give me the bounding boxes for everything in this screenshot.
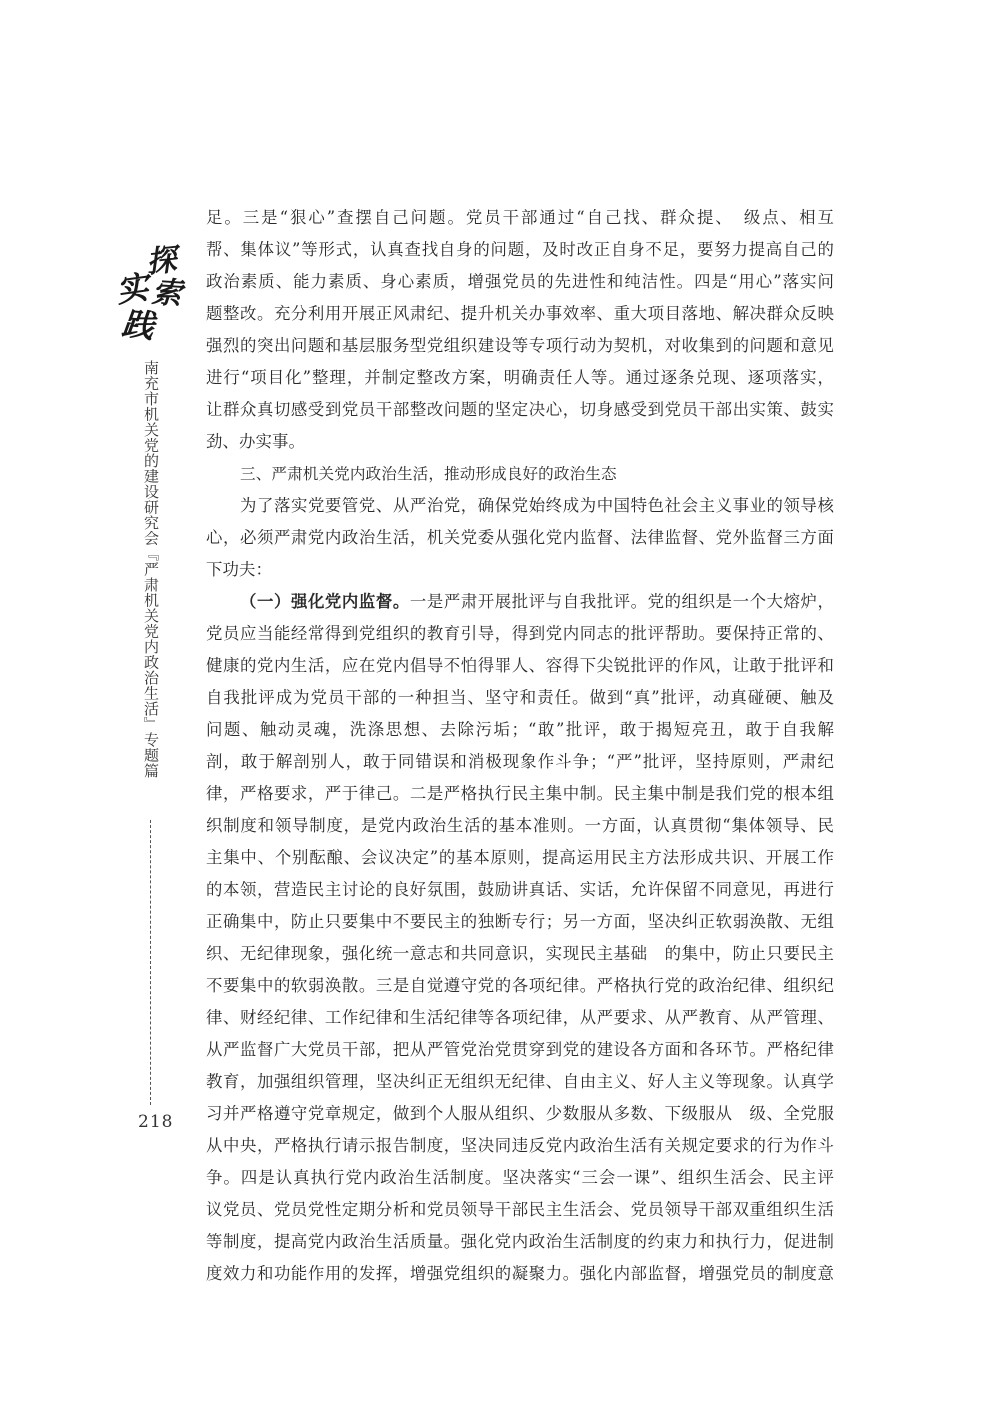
text-line: 问题、触动灵魂，洗涤思想、去除污垢；“敢”批评，敢于揭短亮丑，敢于自我解 [206, 720, 834, 739]
section-logo [112, 236, 182, 346]
running-title: 南充市机关党的建设研究会『严肃机关党内政治生活』专题篇 [142, 360, 160, 779]
text-line: 劲、办实事。 [206, 432, 305, 451]
text-line: 度效力和功能作用的发挥，增强党组织的凝聚力。强化内部监督，增强党员的制度意 [206, 1264, 834, 1283]
text-line: 议党员、党员党性定期分析和党员领导干部民主生活会、党员领导干部双重组织生活 [206, 1200, 834, 1219]
text-line: 从严监督广大党员干部，把从严管党治党贯穿到党的建设各方面和各环节。严格纪律 [206, 1040, 834, 1059]
text-line: 自我批评成为党员干部的一种担当、坚守和责任。做到“真”批评，动真碰硬、触及 [206, 688, 834, 707]
text-line: 律、财经纪律、工作纪律和生活纪律等各项纪律，从严要求、从严教育、从严管理、 [206, 1008, 834, 1027]
text-line: 强烈的突出问题和基层服务型党组织建设等专项行动为契机，对收集到的问题和意见 [206, 336, 834, 355]
text-line: 的本领，营造民主讨论的良好氛围，鼓励讲真话、实话，允许保留不同意见，再进行 [206, 880, 834, 899]
text-line: 从中央，严格执行请示报告制度，坚决同违反党内政治生活有关规定要求的行为作斗 [206, 1136, 834, 1155]
text-line: 织制度和领导制度，是党内政治生活的基本准则。一方面，认真贯彻“集体领导、民 [206, 816, 834, 835]
text-line: 正确集中，防止只要集中不要民主的独断专行；另一方面，坚决纠正软弱涣散、无组 [206, 912, 834, 931]
text-line: 让群众真切感受到党员干部整改问题的坚定决心，切身感受到党员干部出实策、鼓实 [206, 400, 834, 419]
logo-char: 践 [119, 304, 156, 346]
text-line: 下功夫： [206, 560, 272, 579]
text-line: 剖，敢于解剖别人，敢于同错误和消极现象作斗争；“严”批评，坚持原则，严肃纪 [206, 752, 834, 771]
text-line: 心，必须严肃党内政治生活，机关党委从强化党内监督、法律监督、党外监督三方面 [206, 528, 834, 547]
text-line: 足。三是“狠心”查摆自己问题。党员干部通过“自己找、群众提、 级点、相互 [206, 208, 834, 227]
text-line: 习并严格遵守党章规定，做到个人服从组织、少数服从多数、下级服从 级、全党服 [206, 1104, 834, 1123]
text-line: 不要集中的软弱涣散。三是自觉遵守党的各项纪律。严格执行党的政治纪律、组织纪 [206, 976, 834, 995]
text-line: 题整改。充分利用开展正风肃纪、提升机关办事效率、重大项目落地、解决群众反映 [206, 304, 834, 323]
text-line: 争。四是认真执行党内政治生活制度。坚决落实“三会一课”、组织生活会、民主评 [206, 1168, 834, 1187]
text-line: 等制度，提高党内政治生活质量。强化党内政治生活制度的约束力和执行力，促进制 [206, 1232, 834, 1251]
text-run: 一是严肃开展批评与自我批评。党的组织是一个大熔炉， [409, 592, 835, 611]
margin-divider [150, 820, 151, 1105]
text-line: 帮、集体议”等形式，认真查找自身的问题，及时改正自身不足，要努力提高自己的 [206, 240, 834, 259]
text-line: 健康的党内生活，应在党内倡导不怕得罪人、容得下尖锐批评的作风，让敢于批评和 [206, 656, 834, 675]
text-line: 三、严肃机关党内政治生活，推动形成良好的政治生态 [240, 465, 617, 483]
subheading-lead: （一）强化党内监督。 [240, 592, 410, 611]
logo-char: 探 [144, 242, 179, 281]
text-line: 织、无纪律现象，强化统一意志和共同意识，实现民主基础 的集中，防止只要民主 [206, 944, 834, 963]
text-line: 律，严格要求，严于律己。二是严格执行民主集中制。民主集中制是我们党的根本组 [206, 784, 834, 803]
text-line: 政治素质、能力素质、身心素质，增强党员的先进性和纯洁性。四是“用心”落实问 [206, 272, 834, 291]
text-line: 教育，加强组织管理，坚决纠正无组织无纪律、自由主义、好人主义等现象。认真学 [206, 1072, 834, 1091]
body-text [206, 202, 834, 1290]
page-number: 218 [138, 1112, 174, 1132]
text-line [206, 586, 834, 618]
text-line: 党员应当能经常得到党组织的教育引导，得到党内同志的批评帮助。要保持正常的、 [206, 624, 834, 643]
text-line: 进行“项目化”整理，并制定整改方案，明确责任人等。通过逐条兑现、逐项落实， [206, 368, 834, 387]
text-line: 主集中、个别酝酿、会议决定”的基本原则，提高运用民主方法形成共识、开展工作 [206, 848, 834, 867]
logo-char: 索 [150, 274, 183, 312]
text-line: 为了落实党要管党、从严治党，确保党始终成为中国特色社会主义事业的领导核 [240, 496, 834, 515]
logo-char: 实 [113, 267, 151, 311]
